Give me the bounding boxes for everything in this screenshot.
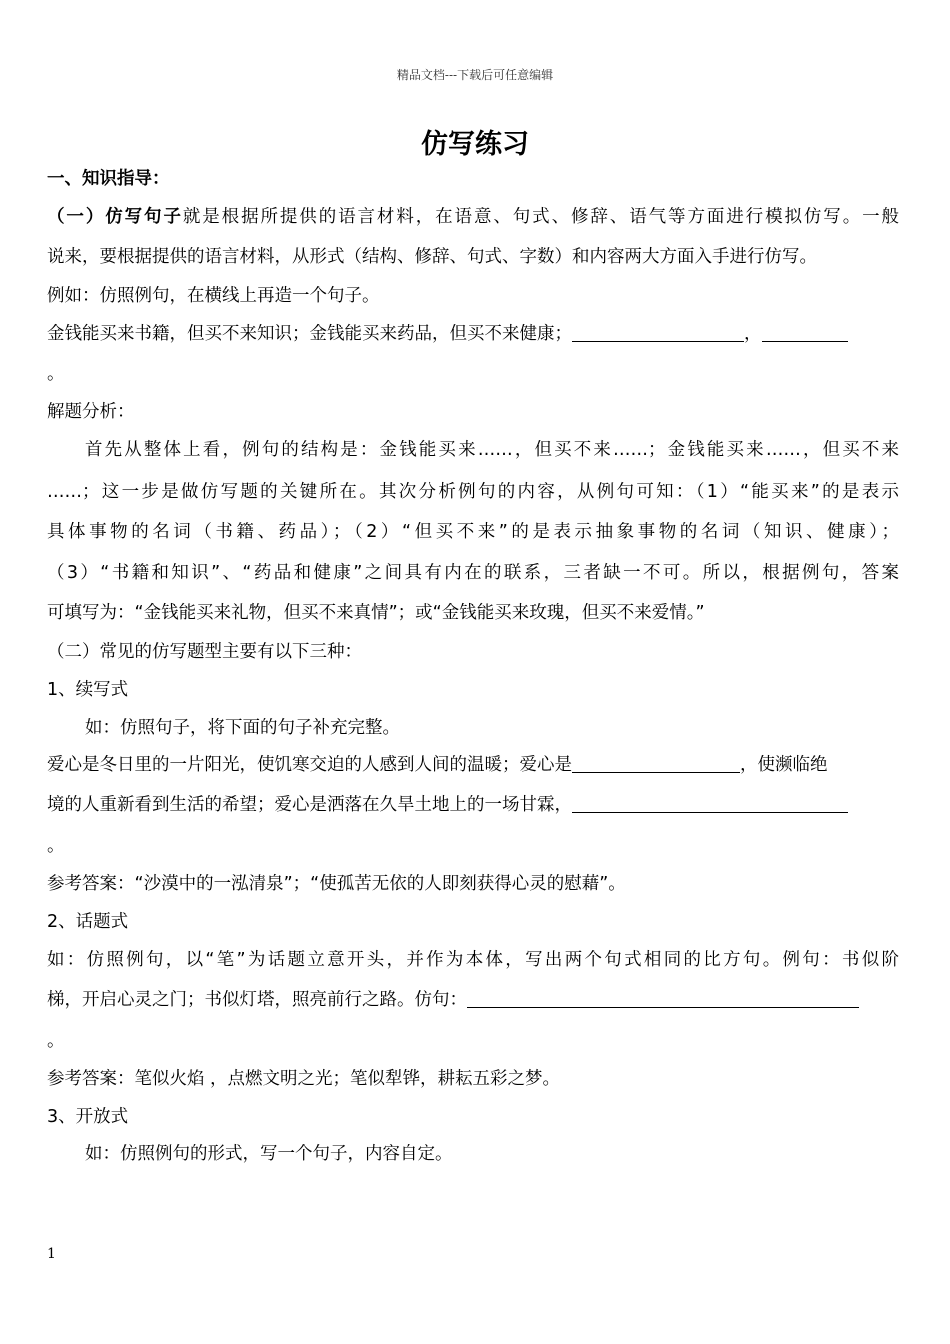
type1-prompt: 如：仿照句子，将下面的句子补充完整。 xyxy=(85,718,400,738)
type3-label: 3、开放式 xyxy=(47,1107,129,1127)
type2-answer: 参考答案：笔似火焰 ，点燃文明之光；笔似犁铧，耕耘五彩之梦。 xyxy=(47,1069,561,1089)
section-heading-types: （二）常见的仿写题型主要有以下三种： xyxy=(47,642,362,662)
type2-end-mark: 。 xyxy=(47,1031,65,1051)
paragraph-definition-line1 xyxy=(47,204,899,230)
type1-sentence-line1 xyxy=(47,752,899,778)
type2-line2 xyxy=(47,987,899,1013)
answer-blank-3[interactable] xyxy=(572,754,740,773)
analysis-heading: 解题分析： xyxy=(47,402,135,422)
example-sentence: 金钱能买来书籍，但买不来知识；金钱能买来药品，但买不来健康； xyxy=(47,324,572,344)
type1-label: 1、续写式 xyxy=(47,680,129,700)
document-title: 仿写练习 xyxy=(421,129,529,160)
type2-line1: 如：仿照例句，以“笔”为话题立意开头，并作为本体，写出两个句式相同的比方句。例句：书似阶 xyxy=(47,950,899,970)
type1-answer: 参考答案：“沙漠中的一泓清泉”；“使孤苦无依的人即刻获得心灵的慰藉”。 xyxy=(47,874,626,894)
page-header: 精品文档---下载后可任意编辑 xyxy=(396,68,554,82)
type3-prompt: 如：仿照例句的形式，写一个句子，内容自定。 xyxy=(85,1144,453,1164)
type1-sentence-line2 xyxy=(47,792,899,818)
type1-text-b: ，使濒临绝 xyxy=(740,755,828,775)
analysis-line-5: 可填写为：“金钱能买来礼物，但买不来真情”；或“金钱能买来玫瑰，但买不来爱情。” xyxy=(47,603,705,623)
page-number: 1 xyxy=(47,1246,56,1262)
answer-blank-1[interactable] xyxy=(572,323,744,342)
analysis-line-2: ……；这一步是做仿写题的关键所在。其次分析例句的内容，从例句可知：（1）“能买来”的是表示 xyxy=(47,482,899,502)
answer-blank-5[interactable] xyxy=(467,989,859,1008)
definition-text: 就是根据所提供的语言材料，在语意、句式、修辞、语气等方面进行模拟仿写。一般 xyxy=(182,207,900,227)
comma-text: ， xyxy=(744,324,762,344)
analysis-line-4: （3）“书籍和知识”、“药品和健康”之间具有内在的联系，三者缺一不可。所以，根据例句，答案 xyxy=(47,563,899,583)
type1-text-a: 爱心是冬日里的一片阳光，使饥寒交迫的人感到人间的温暖；爱心是 xyxy=(47,755,572,775)
example-sentence-line xyxy=(47,321,899,347)
paragraph-definition-line2: 说来，要根据提供的语言材料，从形式（结构、修辞、句式、字数）和内容两大方面入手进行仿写。 xyxy=(47,247,817,267)
section-heading-knowledge: 一、知识指导： xyxy=(47,169,170,189)
example-prompt: 例如：仿照例句，在横线上再造一个句子。 xyxy=(47,286,380,306)
answer-blank-4[interactable] xyxy=(572,794,848,813)
term-imitation-sentence: （一）仿写句子 xyxy=(47,207,183,227)
example-end-mark: 。 xyxy=(47,364,65,384)
type2-label: 2、话题式 xyxy=(47,912,129,932)
type1-text-c: 境的人重新看到生活的希望；爱心是洒落在久旱土地上的一场甘霖， xyxy=(47,795,572,815)
analysis-line-1: 首先从整体上看，例句的结构是：金钱能买来……，但买不来……；金钱能买来……，但买不来 xyxy=(85,440,899,460)
answer-blank-2[interactable] xyxy=(762,323,848,342)
type1-end-mark: 。 xyxy=(47,836,65,856)
analysis-line-3: 具体事物的名词（书籍、药品）；（2）“但买不来”的是表示抽象事物的名词（知识、健康）； xyxy=(47,522,899,542)
type2-text: 梯，开启心灵之门；书似灯塔，照亮前行之路。仿句： xyxy=(47,990,467,1010)
